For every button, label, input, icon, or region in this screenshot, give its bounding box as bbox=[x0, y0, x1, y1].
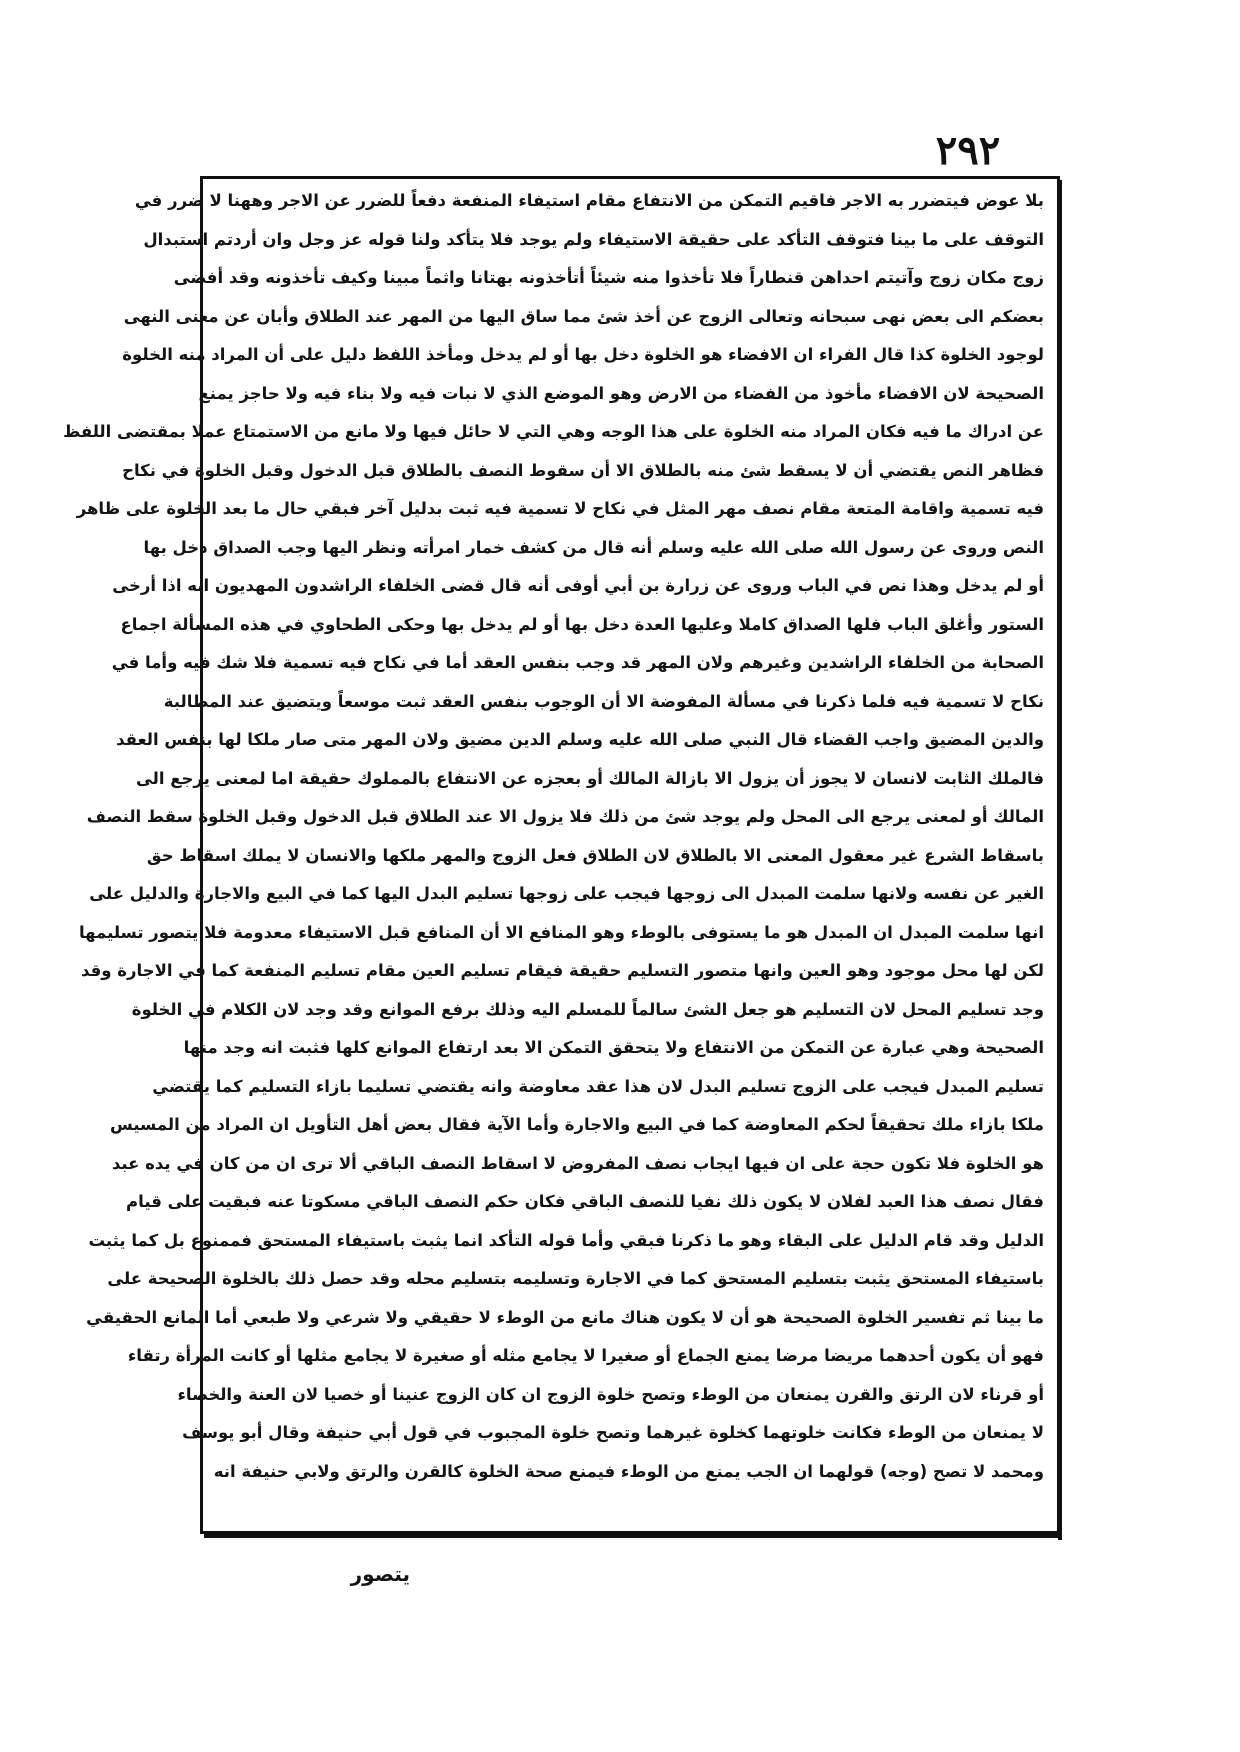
text-line: النص وروى عن رسول الله صلى الله عليه وسلم أنه قال من كشف خمار امرأته ونظر اليها وجب الصداق دخل بها bbox=[143, 537, 1044, 557]
text-line: أو لم يدخل وهذا نص في الباب وروى عن زرارة بن أبي أوفى أنه قال قضى الخلفاء الراشدون المهديون انه اذا أرخى bbox=[112, 576, 1044, 595]
frame-border-bottom bbox=[204, 1533, 1062, 1538]
text-line: بلا عوض فيتضرر به الاجر فاقيم التمكن من الانتفاع مقام استيفاء المنفعة دفعاً للضرر عن الاجر وههنا لا ضرر في bbox=[134, 191, 1044, 210]
text-line: زوج مكان زوج وآتيتم احداهن قنطاراً فلا تأخذوا منه شيئاً أتأخذونه بهتانا واثماً مبينا وكيف تأخذونه وقد أفضى bbox=[173, 268, 1044, 287]
catchword: يتصور bbox=[350, 1562, 410, 1586]
text-line: والدين المضيق واجب القضاء قال النبي صلى الله عليه وسلم الدين مضيق ولان المهر متى صار ملكا لها بنفس العقد bbox=[116, 730, 1044, 749]
text-line: الدليل وقد قام الدليل على البقاء وهو ما ذكرنا فبقي وأما قوله التأكد انما يثبت باستيفاء المستحق فممنوع بل كما يثبت bbox=[88, 1230, 1044, 1250]
text-line: هو الخلوة فلا تكون حجة على ان فيها ايجاب نصف المفروض لا اسقاط النصف الباقي ألا ترى ان من كان في يده عبد bbox=[111, 1153, 1044, 1173]
text-line: فقال نصف هذا العبد لفلان لا يكون ذلك نفيا للنصف الباقي فكان حكم النصف الباقي مسكوتا عنه فبقيت على قيام bbox=[126, 1192, 1044, 1211]
text-line: فيه تسمية واقامة المتعة مقام نصف مهر المثل في نكاح لا تسمية فيه ثبت بدليل آخر فبقي حال ما بعد الخلوة على ظاهر bbox=[76, 499, 1044, 518]
text-line: الستور وأغلق الباب فلها الصداق كاملا وعليها العدة دخل بها أو لم يدخل بها وحكى الطحاوي في هذه المسألة اجماع bbox=[120, 614, 1044, 634]
frame-border-right bbox=[1058, 180, 1062, 1540]
text-line: أو قرناء لان الرتق والقرن يمنعان من الوطء وتصح خلوة الزوج ان كان الزوج عنينا أو خصيا لان العنة والخصاء bbox=[177, 1384, 1044, 1404]
text-line: التوقف على ما بينا فتوقف التأكد على حقيقة الاستيفاء ولم يوجد فلا يتأكد ولنا قوله عز وجل وان أردتم استبدال bbox=[143, 229, 1044, 249]
text-line: فهو أن يكون أحدهما مريضا مرضا يمنع الجماع أو صغيرا لا يجامع مثله أو صغيرة لا يجامع مثلها أو كانت المرأة رتقاء bbox=[127, 1346, 1044, 1365]
text-line: عن ادراك ما فيه فكان المراد منه الخلوة على هذا الوجه وهي التي لا حائل فيها ولا مانع من الاستمتاع عملا بمقتضى اللفظ bbox=[63, 422, 1044, 441]
text-line: بعضكم الى بعض نهى سبحانه وتعالى الزوج عن أخذ شئ مما ساق اليها من المهر عند الطلاق وأبان عن معنى النهى bbox=[123, 306, 1044, 326]
text-line: انها سلمت المبدل ان المبدل هو ما يستوفى بالوطء وهو المنافع الا أن المنافع قبل الاستيفاء معدومة فلا يتصور تسليمها bbox=[78, 922, 1044, 942]
text-line: الصحيحة وهي عبارة عن التمكن من الانتفاع ولا يتحقق التمكن الا بعد ارتفاع الموانع كلها فثبت انه وجد منها bbox=[183, 1038, 1044, 1057]
text-line: وجد تسليم المحل لان التسليم هو جعل الشئ سالماً للمسلم اليه وذلك برفع الموانع وقد وجد لان الكلام في الخلوة bbox=[131, 999, 1044, 1019]
text-line: الغير عن نفسه ولانها سلمت المبدل الى زوجها فيجب على زوجها تسليم البدل اليها كما في البيع والاجارة والدليل على bbox=[89, 884, 1044, 903]
text-line: ملكا بازاء ملك تحقيقاً لحكم المعاوضة كما في البيع والاجارة وأما الآية فقال بعض أهل التأويل ان المراد من المسيس bbox=[110, 1115, 1044, 1134]
text-line: نكاح لا تسمية فيه فلما ذكرنا في مسألة المفوضة الا أن الوجوب بنفس العقد ثبت موسعاً ويتضيق عند المطالبة bbox=[163, 691, 1044, 711]
text-line: فظاهر النص يقتضي أن لا يسقط شئ منه بالطلاق الا أن سقوط النصف بالطلاق قبل الدخول وقبل الخلوة في نكاح bbox=[122, 460, 1044, 480]
text-line: ما بينا ثم تفسير الخلوة الصحيحة هو أن لا يكون هناك مانع من الوطء لا حقيقي ولا شرعي ولا طبعي أما المانع الحقيقي bbox=[86, 1307, 1044, 1327]
main-text-body bbox=[63, 182, 1050, 1530]
text-line: لا يمنعان من الوطء فكانت خلوتهما كخلوة غيرهما وتصح خلوة المجبوب في قول أبي حنيفة وقال أبو يوسف bbox=[182, 1423, 1044, 1442]
text-line: الصحيحة لان الافضاء مأخوذ من الفضاء من الارض وهو الموضع الذي لا نبات فيه ولا بناء فيه ولا حاجز يمنع bbox=[198, 383, 1044, 403]
text-line: لكن لها محل موجود وهو العين وانها متصور التسليم حقيقة فيقام تسليم العين مقام تسليم المنفعة كما في الاجارة وقد bbox=[80, 961, 1044, 980]
text-line: لوجود الخلوة كذا قال الفراء ان الافضاء هو الخلوة دخل بها أو لم يدخل ومأخذ اللفظ دليل على أن المراد منه الخلوة bbox=[122, 345, 1044, 364]
page-number: ۲۹۲ bbox=[935, 127, 1001, 174]
text-line: ومحمد لا تصح (وجه) قولهما ان الجب يمنع من الوطء فيمنع صحة الخلوة كالقرن والرتق ولابي حنيفة انه bbox=[213, 1461, 1044, 1481]
text-line: تسليم المبدل فيجب على الزوج تسليم البدل لان هذا عقد معاوضة وانه يقتضي تسليما بازاء التسليم كما يقتضي bbox=[152, 1076, 1044, 1096]
text-line: المالك أو لمعنى يرجع الى المحل ولم يوجد شئ من ذلك فلا يزول الا عند الطلاق قبل الدخول وقبل الخلوة سقط النصف bbox=[86, 807, 1044, 826]
text-line: الصحابة من الخلفاء الراشدين وغيرهم ولان المهر قد وجب بنفس العقد أما في نكاح فيه تسمية فلا شك فيه وأما في bbox=[111, 653, 1044, 672]
text-line: فالملك الثابت لانسان لا يجوز أن يزول الا بازالة المالك أو بعجزه عن الانتفاع بالمملوك حقيقة اما لمعنى يرجع الى bbox=[135, 768, 1044, 788]
text-line: باستيفاء المستحق يثبت بتسليم المستحق كما في الاجارة وتسليمه بتسليم محله وقد حصل ذلك بالخلوة الصحيحة على bbox=[107, 1269, 1044, 1288]
text-line: باسقاط الشرع غير معقول المعنى الا بالطلاق لان الطلاق فعل الزوج والمهر ملكها والانسان لا يملك اسقاط حق bbox=[146, 845, 1044, 865]
